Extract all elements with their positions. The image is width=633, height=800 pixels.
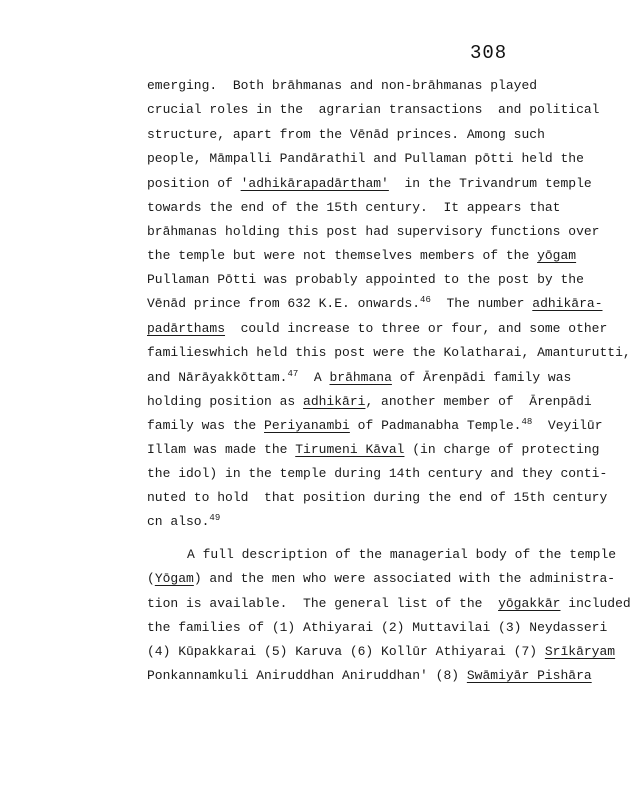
- text-run: , another member of Ārenpādi: [365, 394, 592, 409]
- underlined-term: adhikāri: [303, 394, 366, 409]
- text-run: Vēnād prince from 632 K.E. onwards.: [147, 296, 421, 311]
- text-run: the temple but were not themselves members of the: [147, 248, 538, 263]
- text-line: [147, 668, 592, 684]
- text-run: family was the: [147, 418, 265, 433]
- text-run: (in charge of protecting: [404, 442, 600, 457]
- text-line: the families of (1) Athiyarai (2) Muttavilai (3) Neydasseri: [147, 620, 608, 635]
- text-run: Ponkannamkuli Aniruddhan Aniruddhan' (8): [147, 668, 467, 683]
- text-line: [147, 418, 603, 434]
- underlined-term: yōgakkār: [498, 596, 561, 611]
- text-run: A: [298, 370, 330, 385]
- underlined-term: Tirumeni Kāval: [295, 442, 405, 457]
- text-run: could increase to three or four, and some other: [225, 321, 608, 336]
- text-line: [147, 514, 220, 530]
- text-line: [147, 571, 615, 587]
- text-line: nuted to hold that position during the end of 15th century: [147, 490, 608, 505]
- text-line: [147, 248, 576, 264]
- text-run: (4) Kūpakkarai (5) Karuva (6) Kollūr Athiyarai (7): [147, 644, 545, 659]
- text-line: structure, apart from the Vēnād princes. Among such: [147, 127, 545, 142]
- text-run: (: [147, 571, 155, 586]
- text-line: emerging. Both brāhmanas and non-brāhmanas played: [147, 78, 538, 93]
- text-line: A full description of the managerial body of the temple: [187, 547, 617, 562]
- text-run: of Ārenpādi family was: [391, 370, 572, 385]
- text-run: cn also.: [147, 514, 210, 529]
- text-line: [147, 596, 631, 612]
- text-line: [147, 296, 603, 312]
- text-run: and Nārāyakkōttam.: [147, 370, 288, 385]
- text-run: Illam was made the: [147, 442, 296, 457]
- footnote-ref: 47: [287, 369, 299, 379]
- text-line: [147, 176, 592, 192]
- underlined-term: Yōgam: [154, 571, 194, 586]
- underlined-term: 'adhikārapadārtham': [240, 176, 389, 191]
- underlined-term: Periyanambi: [264, 418, 350, 433]
- footnote-ref: 48: [521, 417, 533, 427]
- footnote-ref: 49: [209, 513, 221, 523]
- text-run: ) and the men who were associated with the administra-: [193, 571, 616, 586]
- text-run: in the Trivandrum temple: [388, 176, 592, 191]
- underlined-term: yōgam: [537, 248, 577, 263]
- underlined-term: padārthams: [147, 321, 226, 336]
- text-run: included: [560, 596, 631, 611]
- text-line: towards the end of the 15th century. It appears that: [147, 200, 561, 215]
- underlined-term: Srīkāryam: [544, 644, 616, 659]
- underlined-term: brāhmana: [329, 370, 392, 385]
- text-run: of Padmanabha Temple.: [349, 418, 522, 433]
- text-line: brāhmanas holding this post had supervisory functions over: [147, 224, 600, 239]
- text-line: [147, 442, 600, 458]
- text-line: the idol) in the temple during 14th century and they conti-: [147, 466, 608, 481]
- text-run: holding position as: [147, 394, 304, 409]
- underlined-term: adhikāra-: [532, 296, 603, 311]
- text-line: [147, 370, 571, 386]
- text-line: Pullaman Pōtti was probably appointed to the post by the: [147, 272, 584, 287]
- text-run: The number: [430, 296, 533, 311]
- footnote-ref: 46: [420, 295, 431, 305]
- text-run: position of: [147, 176, 241, 191]
- text-line: people, Māmpalli Pandārathil and Pullaman pōtti held the: [147, 151, 584, 166]
- text-line: familieswhich held this post were the Kolatharai, Amanturutti,: [147, 345, 631, 360]
- text-line: crucial roles in the agrarian transactions and political: [147, 102, 600, 117]
- text-run: tion is available. The general list of the: [147, 596, 499, 611]
- text-run: Veyilūr: [532, 418, 603, 433]
- text-line: [147, 321, 607, 337]
- text-line: [147, 644, 615, 660]
- underlined-term: Swāmiyār Pishāra: [466, 668, 592, 683]
- text-line: [147, 394, 592, 410]
- page-number: 308: [470, 42, 508, 64]
